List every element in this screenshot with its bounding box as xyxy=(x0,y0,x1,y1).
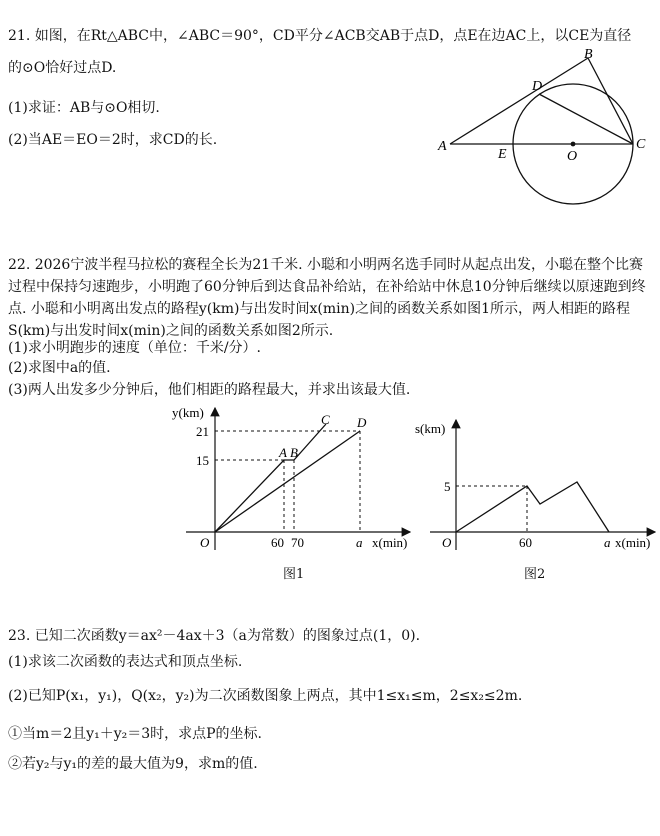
segment-bc xyxy=(588,58,633,144)
q22-part2: (2)求图中a的值. xyxy=(8,360,111,376)
fig2-line xyxy=(456,482,609,532)
label-o: O xyxy=(567,149,578,164)
fig1-ytick-21: 21 xyxy=(196,424,209,439)
q22-figure1 xyxy=(160,400,420,560)
fig2-xtick-a: a xyxy=(604,535,611,550)
fig1-point-b: B xyxy=(290,445,298,460)
fig2-origin: O xyxy=(442,535,452,550)
fig1-point-d: D xyxy=(357,415,367,430)
label-e: E xyxy=(498,147,507,162)
q23-sub2: ②若y₂与y₁的差的最大值为9，求m的值. xyxy=(8,756,258,772)
fig1-point-a: A xyxy=(279,445,287,460)
label-c: C xyxy=(636,137,646,152)
label-b: B xyxy=(584,48,593,62)
fig1-xlabel: x(min) xyxy=(372,535,408,550)
fig2-xlabel: x(min) xyxy=(615,535,651,550)
segment-cd xyxy=(539,94,633,144)
label-d: D xyxy=(532,79,543,94)
fig2-xtick-60: 60 xyxy=(519,535,532,550)
fig1-ytick-15: 15 xyxy=(196,453,209,468)
q22-part1: (1)求小明跑步的速度（单位：千米/分）. xyxy=(8,340,261,356)
fig1-origin: O xyxy=(200,535,210,550)
q21-part2: (2)当AE＝EO＝2时，求CD的长. xyxy=(8,132,218,148)
label-a: A xyxy=(438,139,447,154)
q23-sub1: ①当m＝2且y₁＋y₂＝3时，求点P的坐标. xyxy=(8,726,263,742)
q21-line1: 21. 如图，在Rt△ABC中，∠ABC＝90°，CD平分∠ACB交AB于点D，点E在边AC上，以CE为直径 xyxy=(8,28,632,44)
center-dot xyxy=(571,142,576,147)
q22-figure2 xyxy=(410,400,660,560)
q22-part3: (3)两人出发多少分钟后，他们相距的路程最大，并求出该最大值. xyxy=(8,382,411,398)
q23-line1: 23. 已知二次函数y＝ax²－4ax＋3（a为常数）的图象过点(1，0). xyxy=(8,628,421,644)
fig1-point-c: C xyxy=(321,412,330,427)
fig1-line-od xyxy=(215,431,360,532)
q21-figure xyxy=(430,48,660,208)
q22-intro: 22. 2026宁波半程马拉松的赛程全长为21千米. 小聪和小明两名选手同时从起点出发，小聪在整个比赛过程中保持匀速跑步，小明跑了60分钟后到达食品补给站，在补给站中休息10分钟后继续以原速跑到终点. 小聪和小明离出发点的路程y(km)与出发时间x(min)之间的函数关系如图1所示，两人相距的路程S(km)与出发时间x(min)之间的函数关系如图2所示. xyxy=(8,257,646,339)
fig2-ytick-5: 5 xyxy=(444,479,451,494)
segment-ab xyxy=(450,58,588,144)
fig1-xtick-60: 60 xyxy=(271,535,284,550)
fig1-xtick-70: 70 xyxy=(291,535,304,550)
q21-line2: 的⊙O恰好过点D. xyxy=(8,60,117,76)
fig1-xtick-a: a xyxy=(356,535,363,550)
fig2-ylabel: s(km) xyxy=(415,421,446,436)
q23-part2: (2)已知P(x₁，y₁)，Q(x₂，y₂)为二次函数图象上两点，其中1≤x₁≤m，2≤x₂≤2m. xyxy=(8,688,523,704)
q21-part1: (1)求证：AB与⊙O相切. xyxy=(8,100,160,116)
q23-part1: (1)求该二次函数的表达式和顶点坐标. xyxy=(8,654,243,670)
fig1-line-oabc xyxy=(215,424,326,532)
fig2-caption: 图2 xyxy=(524,567,546,582)
fig1-caption: 图1 xyxy=(283,567,305,582)
fig1-ylabel: y(km) xyxy=(172,405,204,420)
